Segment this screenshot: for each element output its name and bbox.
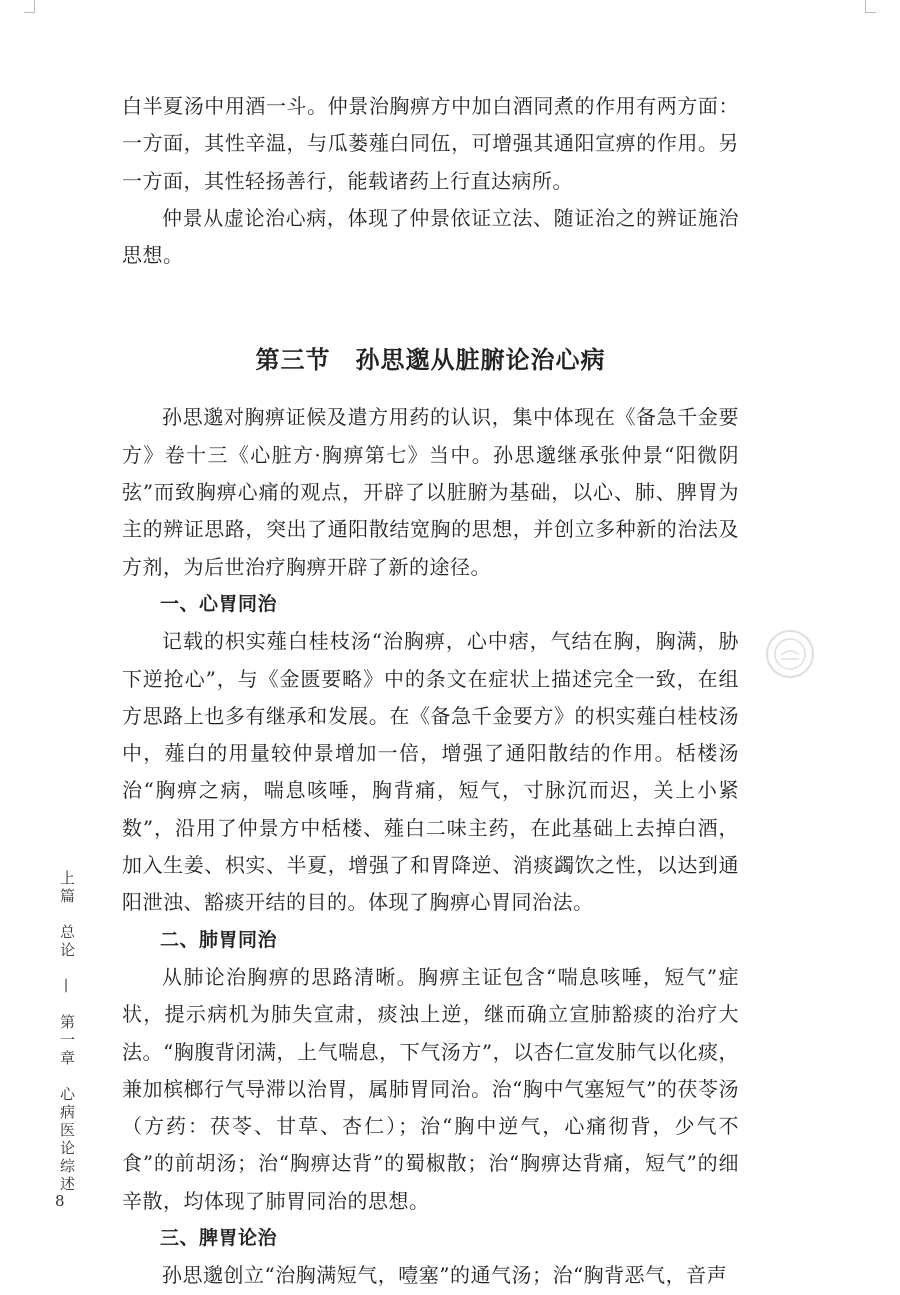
paragraph: 白半夏汤中用酒一斗。仲景治胸痹方中加白酒同煮的作用有两方面：一方面，其性辛温，与瓜蒌薤白同伍，可增强其通阳宣痹的作用。另一方面，其性轻扬善行，能载诸药上行直达病所。 <box>122 94 739 193</box>
subheading: 三、脾胃论治 <box>160 1227 278 1250</box>
section-title: 第三节 孙思邈从脏腑论治心病 <box>255 346 606 375</box>
paragraph: 从肺论治胸痹的思路清晰。胸痹主证包含“喘息咳唾，短气”症状，提示病机为肺失宣肃，痰浊上逆，继而确立宣肺豁痰的治疗大法。“胸腹背闭满，上气喘息，下气汤方”，以杏仁宣发肺气以化痰，兼加槟榔行气导滞以治胃，属肺胃同治。治“胸中气塞短气”的茯苓汤（方药：茯苓、甘草、杏仁）；治“胸中逆气，心痛彻背，少气不食”的前胡汤；治“胸痹达背”的蜀椒散；治“胸痹达背痛，短气”的细辛散，均体现了肺胃同治的思想。 <box>122 964 739 1213</box>
crop-mark <box>24 0 35 13</box>
subheading: 一、心胃同治 <box>160 592 278 615</box>
page-number: 8 <box>55 1192 65 1210</box>
running-header: 上篇 总论 — 第一章 心病医论综述 <box>58 870 76 1194</box>
paragraph: 记载的枳实薤白桂枝汤“治胸痹，心中痞，气结在胸，胸满，胁下逆抢心”，与《金匮要略》中的条文在症状上描述完全一致，在组方思路上也多有继承和发展。在《备急千金要方》的枳实薤白桂枝汤中，薤白的用量较仲景增加一倍，增强了通阳散结的作用。栝楼汤治“胸痹之病，喘息咳唾，胸背痛，短气，寸脉沉而迟，关上小紧数”，沿用了仲景方中栝楼、薤白二味主药，在此基础上去掉白酒，加入生姜、枳实、半夏，增强了和胃降逆、消痰蠲饮之性，以达到通阳泄浊、豁痰开结的目的。体现了胸痹心胃同治法。 <box>122 629 739 915</box>
subheading: 二、肺胃同治 <box>160 928 278 951</box>
watermark-stamp-icon <box>766 630 814 678</box>
paragraph: 仲景从虚论治心病，体现了仲景依证立法、随证治之的辨证施治思想。 <box>122 205 739 268</box>
paragraph: 孙思邈对胸痹证候及遣方用药的认识，集中体现在《备急千金要方》卷十三《心脏方·胸痹第七》当中。孙思邈继承张仲景“阳微阴弦”而致胸痹心痛的观点，开辟了以脏腑为基础，以心、肺、脾胃为主的辨证思路，突出了通阳散结宽胸的思想，并创立多种新的治法及方剂，为后世治疗胸痹开辟了新的途径。 <box>122 405 739 579</box>
page-body <box>122 88 739 1295</box>
paragraph: 孙思邈创立“治胸满短气，噎塞”的通气汤；治“胸背恶气，音声 <box>162 1263 728 1288</box>
crop-mark <box>865 0 876 13</box>
